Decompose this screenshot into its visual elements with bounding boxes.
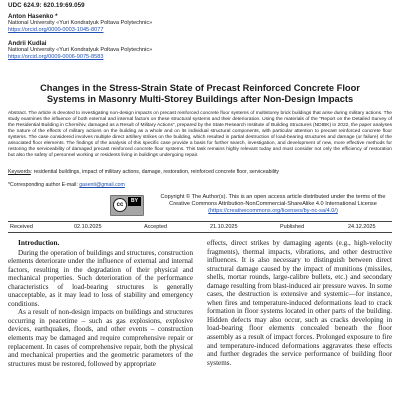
- received-date: 02.10.2025: [74, 224, 102, 230]
- published-date: 24.12.2025: [348, 224, 376, 230]
- body-paragraph: As a result of non-design impacts on buildings and structures occurring in peacetime – such as gas explosions, explosive devices, earthquakes, floods, and other events – construction elements may be damaged and require comprehensive repair or replacement. In cases of comprehensive repair, both the physical and mechanical properties and the geometric parameters of the structures must be restored, followed by appropriate: [8, 308, 193, 368]
- cc-license-badge[interactable]: [110, 195, 144, 216]
- accepted-label: Accepted: [144, 224, 167, 230]
- paper-title: Changes in the Stress-Strain State of Precast Reinforced Concrete Floor Systems in Masonry Multi-Storey Buildings after Non-Design Impacts: [40, 83, 360, 105]
- body-paragraph: effects, direct strikes by damaging agents (e.g., high-velocity fragments), thermal impacts, vibrations, and other destructive influences. It is also necessary to distinguish between direct structural damage caused by the impact of munitions (missiles, shells, mortar rounds, large-calibre bullets, etc.) and secondary damage resulting from blast-induced air pressure waves. In some cases, the destruction is extensive and systemic—for instance, when fires and temperature-induced deformations lead to crack formation in floor systems located in other parts of the building. Hidden defects may also occur, such as cracks developing in load-bearing floor elements concealed beneath the floor assembly as a result of impact forces. Prolonged exposure to fire and temperature-induced deformations aggravates these effects and further degrades the service performance of building floor systems.: [207, 239, 392, 367]
- body-paragraph: During the operation of buildings and structures, construction elements deteriorate under the influence of external and internal factors, resulting in the degradation of their physical and mechanical properties. Such deterioration of the performance characteristics of load-bearing structures is generally unacceptable, as it may lead to loss of stability and emergency conditions.: [8, 248, 193, 308]
- corresponding-email-link[interactable]: gasenti@gmail.com: [79, 182, 125, 188]
- author-orcid-link[interactable]: https://orcid.org/0000-0003-1045-8077: [8, 26, 104, 33]
- license-line-2: Creative Commons Attribution-NonCommercial-ShareAlike 4.0 International License: [169, 201, 377, 207]
- license-notice: [146, 194, 400, 215]
- author-block-1: [8, 14, 152, 33]
- license-url-link[interactable]: (https://creativecommons.org/licenses/by-nc-sa/4.0/): [208, 208, 338, 214]
- introduction-heading: Introduction.: [18, 238, 60, 247]
- udc-code: UDC 624.9: 620.19:69.059: [8, 2, 85, 9]
- published-label: Published: [280, 224, 305, 230]
- corresponding-author: [8, 182, 125, 188]
- cc-icon: cc: [113, 198, 127, 212]
- license-line-1: Copyright © The Author(s). This is an open access article distributed under the terms of the: [160, 194, 386, 200]
- corresponding-label: *Corresponding author E-mail:: [8, 182, 80, 188]
- author-orcid-link[interactable]: https://orcid.org/0009-0006-9075-8583: [8, 53, 104, 60]
- publication-dates: [8, 221, 392, 233]
- keywords-label: Keywords: [8, 169, 31, 175]
- author-name: Anton Hasenko *: [8, 13, 58, 20]
- accepted-date: 21.10.2025: [210, 224, 238, 230]
- keywords-list: : residential buildings, impact of military actions, damage, restoration, reinforced concrete floor, serviceability: [30, 169, 280, 175]
- author-block-2: [8, 41, 152, 60]
- author-affiliation: National University «Yuri Kondratyuk Poltava Polytechnic»: [8, 20, 153, 27]
- author-name: Andrii Kudlai: [8, 40, 47, 47]
- body-column-right: [207, 239, 392, 367]
- received-label: Received: [10, 224, 33, 230]
- body-column-left: [8, 239, 193, 368]
- author-affiliation: National University «Yuri Kondratyuk Poltava Polytechnic»: [8, 47, 153, 54]
- abstract: Abstract. The article is devoted to investigating non-design impacts on precast reinforced concrete floor systems of multistorey brick buildings that arise during military actions. The study examines the influence of both external and internal factors on these structural systems and their deterioration. Using the materials of the “Report on the Detailed Survey of the Residential Building in Chernihiv, damaged as a Result of Military Actions”, prepared by the State Research Institute of Building Structures (NDIBK) in 2022, the paper analyses the nature of the effects of military actions on the building as a whole and on its individual structural components, with particular attention to precast reinforced concrete floor systems. The case considered involves multiple direct artillery strikes on the building, which resulted in partial destruction of load-bearing structures and damage (or failure) of the associated floor elements. The findings of the analysis of this specific case provide a basis for further search, investigation, and development of new, more effective methods for restoring the serviceability of damaged precast reinforced concrete floor systems. This task remains highly relevant today and must consider not only the efficiency of restoration but also the safety of personnel working or residents living in buildings undergoing repair.: [8, 111, 392, 159]
- keywords: [8, 169, 392, 175]
- by-icon: BY: [128, 197, 141, 206]
